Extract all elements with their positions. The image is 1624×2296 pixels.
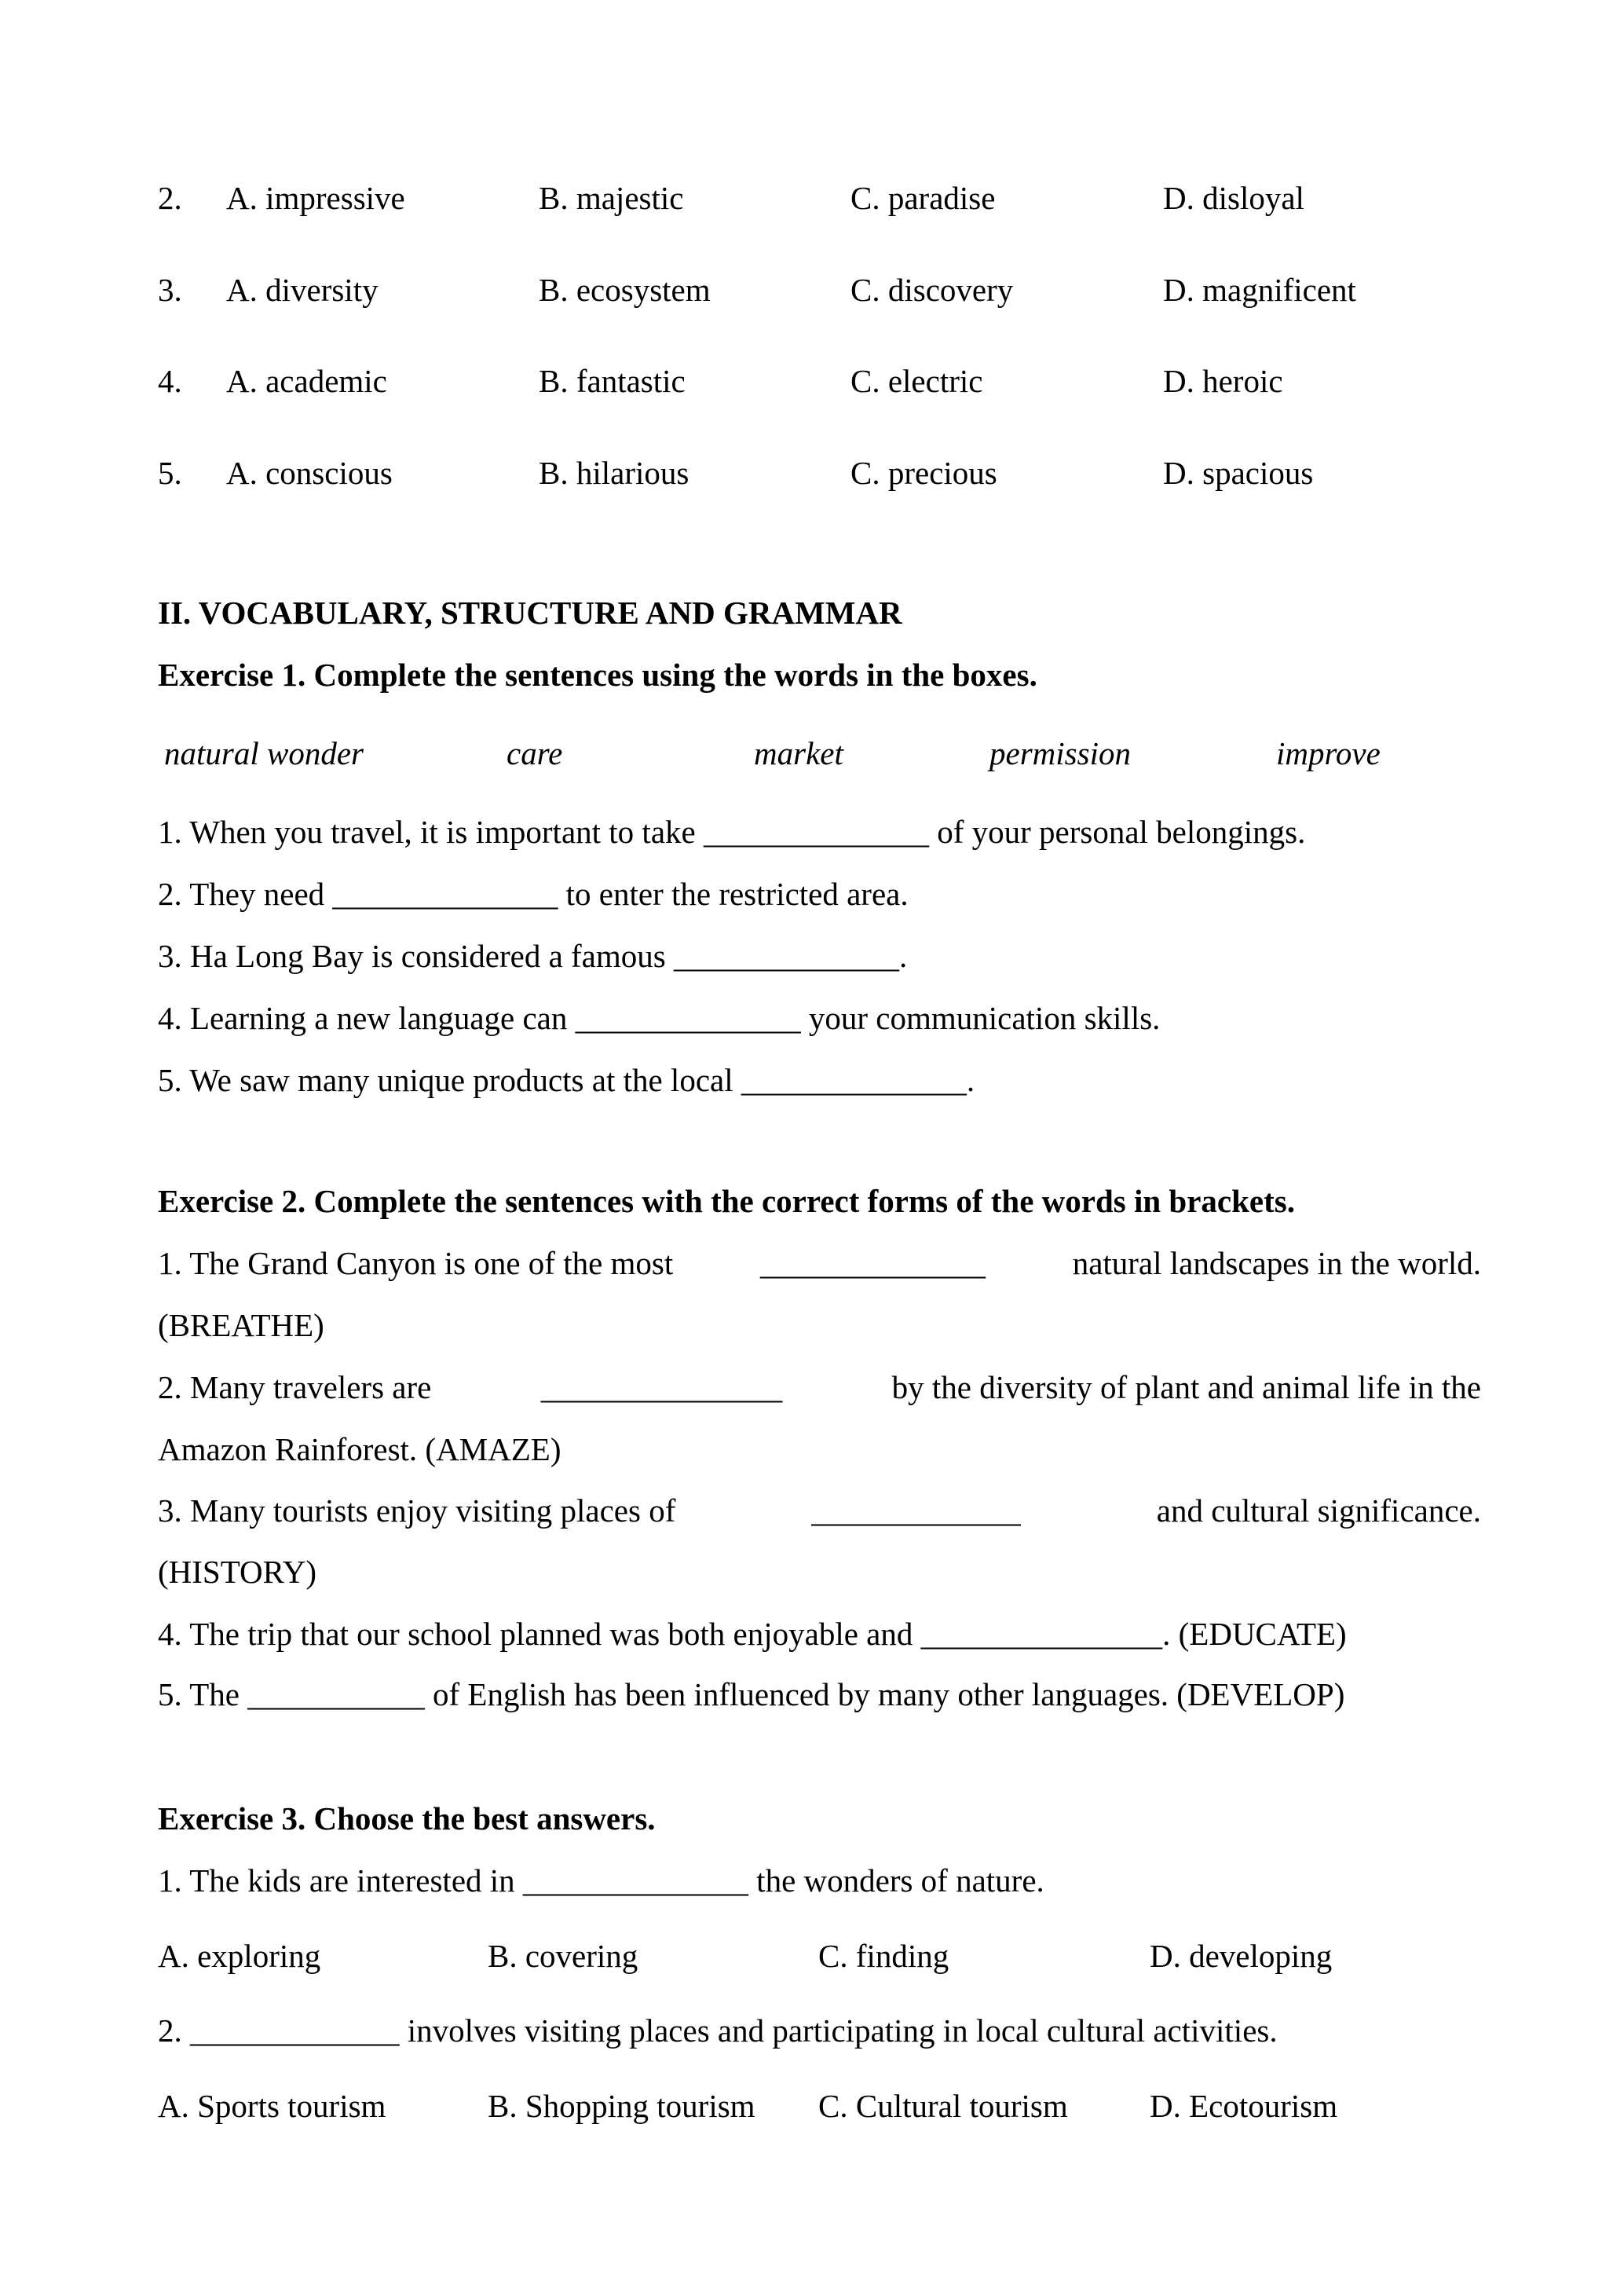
answer-blank[interactable]: ______________	[703, 814, 929, 850]
answer-blank[interactable]: ___________	[247, 1676, 425, 1712]
sentence-text: to enter the restricted area.	[565, 876, 909, 912]
answer-blank[interactable]: _____________	[811, 1492, 1021, 1529]
option-d[interactable]: D. developing	[1150, 1938, 1333, 1974]
option-d: D. magnificent	[1163, 272, 1356, 308]
answer-blank[interactable]: ______________	[522, 1862, 748, 1899]
sentence-text: 1. When you travel, it is important to take	[158, 814, 696, 850]
option-d: D. spacious	[1163, 455, 1314, 491]
option-c: C. discovery	[850, 272, 1014, 308]
sentence-text: .	[898, 938, 908, 974]
answer-blank[interactable]: _______________	[540, 1369, 783, 1405]
sentence-text: by the diversity of plant and animal life in the	[891, 1369, 1481, 1405]
sentence-text: natural landscapes in the world.	[1072, 1245, 1481, 1281]
sentence-text: 5. The	[158, 1676, 240, 1712]
option-b: B. ecosystem	[539, 272, 711, 308]
option-a: A. conscious	[226, 455, 393, 491]
exercise-1-title: Exercise 1. Complete the sentences using the words in the boxes.	[158, 657, 1037, 693]
sentence-text: 4. Learning a new language can	[158, 1000, 568, 1036]
sentence-text: 1. The Grand Canyon is one of the most	[158, 1245, 674, 1281]
option-b: B. hilarious	[539, 455, 689, 491]
option-c: C. paradise	[850, 180, 996, 216]
exercise-2-item-continuation: (HISTORY)	[158, 1554, 316, 1590]
sentence-text: of English has been influenced by many other languages. (DEVELOP)	[433, 1676, 1345, 1712]
exercise-2-item	[158, 1492, 1481, 1529]
word-box-item: permission	[989, 735, 1131, 771]
answer-blank[interactable]: ______________	[673, 938, 899, 974]
exercise-1-item	[158, 1002, 1160, 1034]
option-b[interactable]: B. Shopping tourism	[488, 2088, 755, 2124]
answer-blank[interactable]: ______________	[332, 876, 558, 912]
option-d: D. disloyal	[1163, 180, 1304, 216]
option-d: D. heroic	[1163, 363, 1283, 399]
exercise-2-item	[158, 1676, 1345, 1712]
exercise-2-item	[158, 1618, 1347, 1650]
option-a[interactable]: A. Sports tourism	[158, 2088, 386, 2124]
option-d[interactable]: D. Ecotourism	[1150, 2088, 1338, 2124]
sentence-text: 4. The trip that our school planned was both enjoyable and	[158, 1616, 913, 1652]
sentence-text: 2. They need	[158, 876, 325, 912]
question-number: 2.	[158, 180, 182, 216]
option-c[interactable]: C. Cultural tourism	[818, 2088, 1068, 2124]
sentence-text: 1. The kids are interested in	[158, 1862, 515, 1899]
exercise-2-item-continuation: (BREATHE)	[158, 1307, 324, 1343]
option-c[interactable]: C. finding	[818, 1938, 949, 1974]
sentence-text: . (EDUCATE)	[1162, 1616, 1347, 1652]
option-b: B. fantastic	[539, 363, 686, 399]
option-b[interactable]: B. covering	[488, 1938, 638, 1974]
option-a: A. academic	[226, 363, 387, 399]
exercise-1-item	[158, 1064, 975, 1097]
sentence-text: the wonders of nature.	[756, 1862, 1044, 1899]
section-heading: II. VOCABULARY, STRUCTURE AND GRAMMAR	[158, 595, 902, 631]
sentence-text: 3. Many tourists enjoy visiting places of	[158, 1492, 676, 1529]
question-number: 3.	[158, 272, 182, 308]
option-c: C. electric	[850, 363, 983, 399]
option-a: A. diversity	[226, 272, 379, 308]
exercise-2-item	[158, 1371, 1481, 1404]
sentence-text: involves visiting places and participating in local cultural activities.	[407, 2012, 1278, 2049]
sentence-text: 2. Many travelers are	[158, 1369, 432, 1405]
exercise-3-question	[158, 1862, 1044, 1899]
sentence-text: of your personal belongings.	[937, 814, 1306, 850]
word-box-item: improve	[1276, 735, 1381, 771]
sentence-text: and cultural significance.	[1156, 1492, 1481, 1529]
exercise-3-title: Exercise 3. Choose the best answers.	[158, 1800, 656, 1836]
answer-blank[interactable]: _______________	[920, 1616, 1163, 1652]
sentence-text: 2.	[158, 2012, 182, 2049]
sentence-text: 3. Ha Long Bay is considered a famous	[158, 938, 666, 974]
option-a[interactable]: A. exploring	[158, 1938, 321, 1974]
question-number: 4.	[158, 363, 182, 399]
word-box-item: natural wonder	[164, 735, 364, 771]
answer-blank[interactable]: ______________	[741, 1062, 967, 1098]
option-a: A. impressive	[226, 180, 405, 216]
exercise-3-question	[158, 2012, 1278, 2049]
word-box-item: care	[507, 735, 563, 771]
sentence-text: your communication skills.	[808, 1000, 1161, 1036]
exercise-1-item	[158, 816, 1305, 848]
question-number: 5.	[158, 455, 182, 491]
exercise-1-item	[158, 878, 909, 910]
option-c: C. precious	[850, 455, 997, 491]
exercise-2-item-continuation: Amazon Rainforest. (AMAZE)	[158, 1431, 561, 1467]
word-box-item: market	[754, 735, 843, 771]
sentence-text: 5. We saw many unique products at the local	[158, 1062, 733, 1098]
answer-blank[interactable]: ______________	[759, 1245, 986, 1281]
answer-blank[interactable]: ______________	[575, 1000, 801, 1036]
option-b: B. majestic	[539, 180, 684, 216]
exercise-2-title: Exercise 2. Complete the sentences with the correct forms of the words in brackets.	[158, 1183, 1295, 1219]
exercise-2-item	[158, 1247, 1481, 1280]
answer-blank[interactable]: _____________	[190, 2012, 400, 2049]
sentence-text: .	[966, 1062, 975, 1098]
exercise-1-item	[158, 940, 907, 972]
